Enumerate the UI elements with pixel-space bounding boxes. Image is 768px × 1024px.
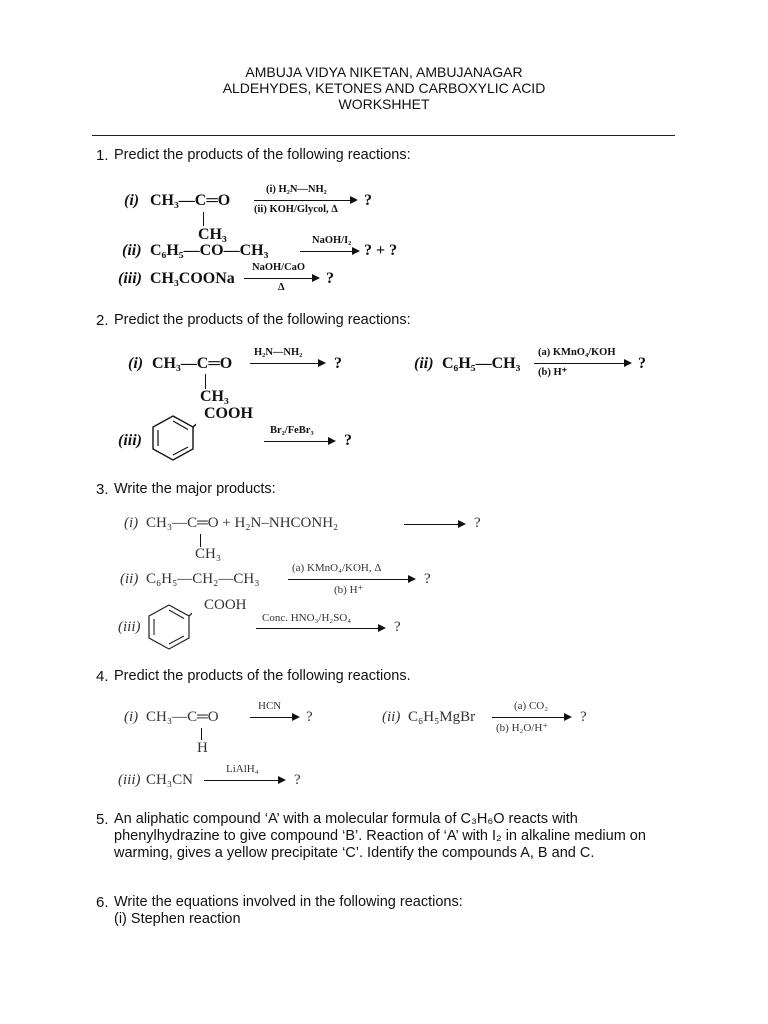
q4-number: 4. — [96, 668, 109, 685]
q1-r1-label: (i) — [124, 192, 140, 209]
q3-r2-reagent-bottom: (b) H⁺ — [334, 584, 364, 596]
q1-r3-product: ? — [326, 270, 334, 287]
q2-r1-product: ? — [334, 355, 342, 372]
q6-text: Write the equations involved in the following reactions: — [114, 894, 463, 910]
q3-r2-arrow — [288, 579, 414, 580]
q2-r3-group: COOH — [204, 405, 253, 422]
q4-r3-arrow — [204, 780, 284, 781]
q2-text: Predict the products of the following reactions: — [114, 312, 411, 328]
q1-r3-arrow — [244, 278, 318, 279]
q2-r2-arrow — [534, 363, 630, 364]
benzene-ring-icon — [150, 413, 196, 463]
q5-text: An aliphatic compound ‘A’ with a molecular formula of C₃H₆O reacts with phenylhydrazine to give compound ‘B’. Reaction of ‘A’ with I₂ in alkaline medium on warming, gives a yellow precipitate ‘C’. Identify the compounds A, B and C. — [114, 811, 646, 861]
q3-r3-group: COOH — [204, 597, 247, 613]
q1-r1-product: ? — [364, 192, 372, 209]
q3-r2-reagent-top: (a) KMnO₄/KOH, Δ — [292, 562, 382, 574]
q4-r1-product: ? — [306, 709, 313, 725]
q2-r2-label: (ii) — [414, 355, 434, 372]
q2-r1-bond — [205, 374, 206, 389]
q4-r1-bond — [201, 728, 202, 740]
q1-r3-reactant: CH₃COONa — [150, 270, 235, 287]
q4-r1-reagent-top: HCN — [258, 700, 282, 712]
q2-r1-substituent: CH₃ — [200, 388, 229, 405]
q3-r1-reactant: CH₃—C═O + H₂N–NHCONH₂ — [146, 515, 339, 531]
q1-number: 1. — [96, 147, 109, 164]
q2-r1-label: (i) — [128, 355, 144, 372]
q3-r2-reactant: C₆H₅—CH₂—CH₃ — [146, 571, 260, 587]
q6-item-1: (i) Stephen reaction — [114, 911, 241, 927]
q4-r3-product: ? — [294, 772, 301, 788]
worksheet-title: WORKSHHET — [338, 96, 430, 112]
q3-r1-arrow — [404, 524, 464, 525]
q2-r2-reactant: C₆H₅—CH₃ — [442, 355, 521, 372]
q1-r1-substituent: CH₃ — [198, 226, 227, 243]
q4-text: Predict the products of the following reactions. — [114, 668, 411, 684]
q5-number: 5. — [96, 811, 109, 828]
q2-r2-product: ? — [638, 355, 646, 372]
q1-r1-reactant: CH₃—C═O — [150, 192, 231, 209]
q3-r3-arrow — [256, 628, 384, 629]
q2-r1-reactant: CH₃—C═O — [152, 355, 233, 372]
worksheet-topic: ALDEHYDES, KETONES AND CARBOXYLIC ACID — [222, 80, 546, 96]
q3-r2-label: (ii) — [120, 571, 139, 587]
q3-r3-product: ? — [394, 619, 401, 635]
q1-r3-reagent-top: NaOH/CaO — [252, 262, 306, 273]
q2-number: 2. — [96, 312, 109, 329]
q4-r2-arrow — [492, 717, 570, 718]
q2-r1-arrow — [250, 363, 324, 364]
q3-r1-label: (i) — [124, 515, 139, 531]
q4-r1-substituent: H — [197, 740, 208, 756]
q2-r3-reagent-top: Br₂/FeBr₃ — [270, 425, 314, 436]
q2-r3-label: (iii) — [118, 432, 142, 449]
q4-r3-reagent-top: LiAlH₄ — [226, 763, 259, 775]
q3-r2-product: ? — [424, 571, 431, 587]
q4-r2-reagent-bottom: (b) H₂O/H⁺ — [496, 722, 549, 734]
q4-r3-label: (iii) — [118, 772, 141, 788]
q4-r1-label: (i) — [124, 709, 139, 725]
q3-text: Write the major products: — [114, 481, 276, 497]
q6-number: 6. — [96, 894, 109, 911]
q3-r3-label: (iii) — [118, 619, 141, 635]
q4-r1-arrow — [250, 717, 298, 718]
q2-r2-reagent-bottom: (b) H⁺ — [538, 367, 568, 378]
q1-r2-reactant: C₆H₅—CO—CH₃ — [150, 242, 269, 259]
q1-r2-label: (ii) — [122, 242, 142, 259]
q3-number: 3. — [96, 481, 109, 498]
q4-r2-product: ? — [580, 709, 587, 725]
header-divider — [92, 135, 675, 136]
q1-r2-arrow — [300, 251, 358, 252]
q4-r2-reactant: C₆H₅MgBr — [408, 709, 476, 725]
q3-r1-substituent: CH₃ — [195, 546, 222, 562]
q1-r1-reagent-bottom: (ii) KOH/Glycol, Δ — [254, 204, 338, 215]
q2-r2-reagent-top: (a) KMnO₄/KOH — [538, 347, 616, 358]
q4-r2-label: (ii) — [382, 709, 401, 725]
q1-r1-reagent-top: (i) H₂N—NH₂ — [266, 184, 327, 195]
q1-r2-reagent-top: NaOH/I₂ — [312, 235, 352, 246]
q2-r1-reagent-top: H₂N—NH₂ — [254, 347, 303, 358]
q1-text: Predict the products of the following reactions: — [114, 147, 411, 163]
q3-r3-reagent-top: Conc. HNO₃/H₂SO₄ — [262, 612, 352, 624]
benzene-ring-icon — [146, 602, 192, 652]
q4-r1-reactant: CH₃—C═O — [146, 709, 219, 725]
q1-r1-bond — [203, 212, 204, 226]
q4-r2-reagent-top: (a) CO₂ — [514, 700, 549, 712]
q3-r1-product: ? — [474, 515, 481, 531]
school-name: AMBUJA VIDYA NIKETAN, AMBUJANAGAR — [245, 64, 523, 80]
q2-r3-product: ? — [344, 432, 352, 449]
q1-r2-product: ? + ? — [364, 242, 398, 259]
q4-r3-reactant: CH₃CN — [146, 772, 193, 788]
q2-r3-arrow — [264, 441, 334, 442]
q1-r3-label: (iii) — [118, 270, 142, 287]
q1-r1-arrow — [254, 200, 356, 201]
q1-r3-reagent-bottom: Δ — [278, 282, 285, 293]
